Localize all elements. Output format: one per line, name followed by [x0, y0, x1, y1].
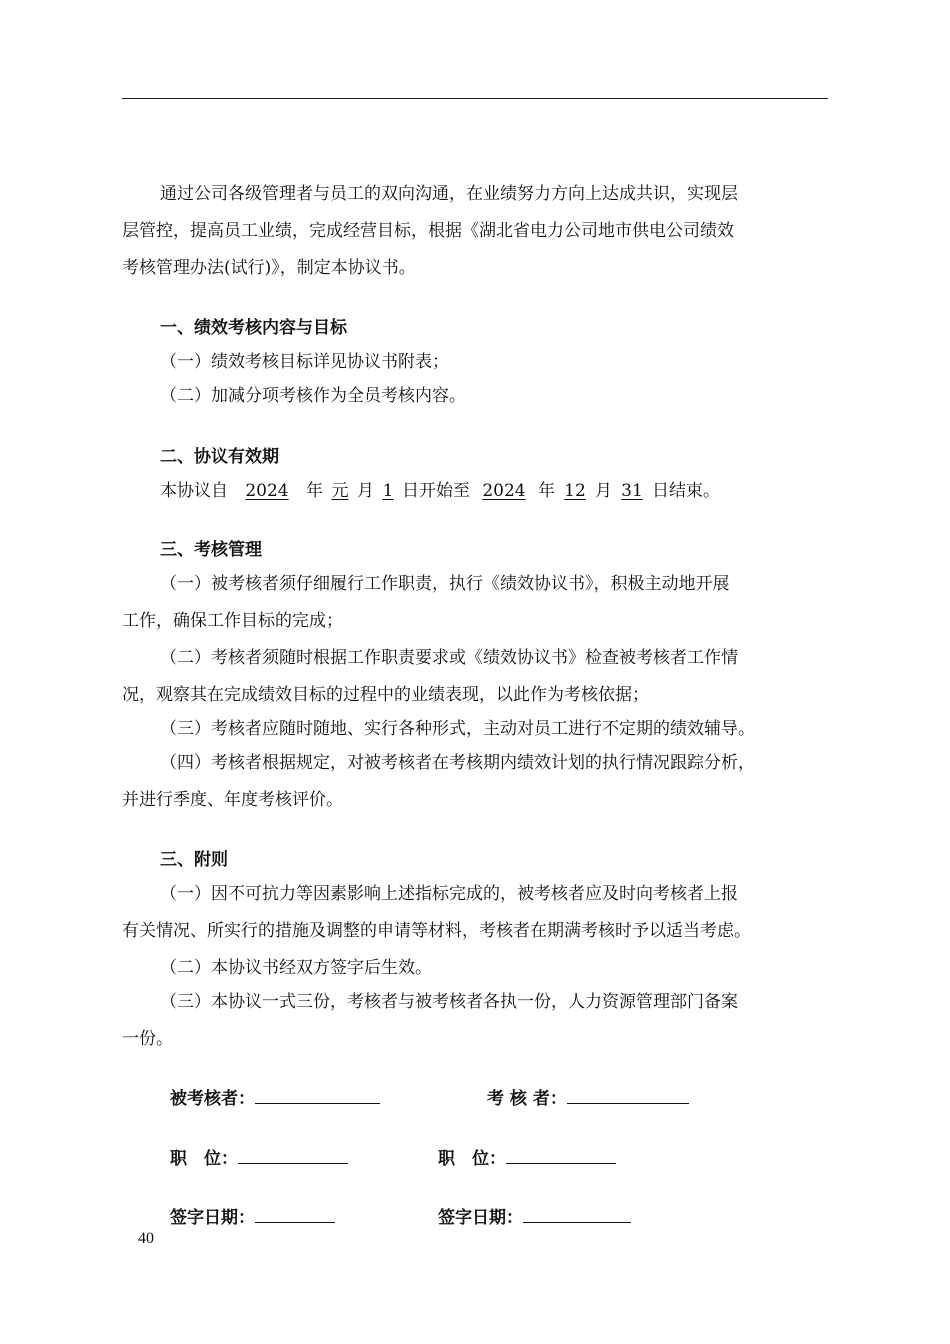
examiner-position: [438, 1147, 616, 1169]
start-month: 元: [331, 481, 349, 501]
examiner-signature: [487, 1087, 689, 1109]
section3-line-7: 并进行季度、年度考核评价。: [122, 790, 343, 810]
examinee-position: [170, 1147, 348, 1169]
date-label-right: 签字日期：: [438, 1208, 523, 1228]
section4-line-3: （二）本协议书经双方签字后生效。: [160, 958, 432, 978]
section4-line-5: 一份。: [122, 1029, 173, 1049]
examinee-position-blank[interactable]: [238, 1147, 348, 1164]
examiner-label: 考 核 者：: [487, 1089, 567, 1109]
section4-line-4: （三）本协议一式三份，考核者与被考核者各执一份，人力资源管理部门备案: [160, 992, 738, 1012]
intro-line-2: 层管控，提高员工业绩，完成经营目标，根据《湖北省电力公司地市供电公司绩效: [122, 221, 734, 241]
section3-line-2: 工作，确保工作目标的完成；: [122, 611, 343, 631]
intro-line-1: 通过公司各级管理者与员工的双向沟通，在业绩努力方向上达成共识，实现层: [160, 184, 738, 204]
section3-line-1: （一）被考核者须仔细履行工作职责，执行《绩效协议书》，积极主动地开展: [160, 574, 730, 594]
end-year: 2024: [482, 481, 526, 501]
section1-item-2: （二）加减分项考核作为全员考核内容。: [160, 386, 466, 406]
section3-line-3: （二）考核者须随时根据工作职责要求或《绩效协议书》检查被考核者工作情: [160, 648, 738, 668]
section1-heading: 一、绩效考核内容与目标: [160, 318, 347, 338]
examinee-signature-blank[interactable]: [255, 1087, 380, 1104]
year-suffix-2: 年: [538, 481, 555, 501]
validity-suffix: 日结束。: [652, 481, 720, 501]
examinee-label: 被考核者：: [170, 1089, 255, 1109]
position-label-right: 职 位：: [438, 1149, 506, 1169]
start-day: 1: [382, 481, 394, 501]
year-suffix-1: 年: [306, 481, 323, 501]
page-number: 40: [138, 1230, 154, 1247]
examinee-date-blank[interactable]: [255, 1206, 335, 1223]
examinee-date: [170, 1206, 335, 1228]
start-year: 2024: [245, 481, 289, 501]
examiner-date: [438, 1206, 631, 1228]
section3-heading: 三、考核管理: [160, 540, 262, 560]
position-label-left: 职 位：: [170, 1149, 238, 1169]
date-label-left: 签字日期：: [170, 1208, 255, 1228]
section4-line-1: （一）因不可抗力等因素影响上述指标完成的，被考核者应及时向考核者上报: [160, 884, 738, 904]
examiner-signature-blank[interactable]: [567, 1087, 689, 1104]
month-suffix-2: 月: [595, 481, 612, 501]
section4-line-2: 有关情况、所实行的措施及调整的申请等材料，考核者在期满考核时予以适当考虑。: [122, 921, 751, 941]
section3-line-5: （三）考核者应随时随地、实行各种形式，主动对员工进行不定期的绩效辅导。: [160, 719, 755, 739]
validity-middle: 日开始至: [402, 481, 470, 501]
validity-prefix: 本协议自: [160, 481, 228, 501]
examiner-date-blank[interactable]: [523, 1206, 631, 1223]
end-month: 12: [564, 481, 586, 501]
header-rule: [122, 98, 828, 99]
examinee-signature: [170, 1087, 380, 1109]
end-day: 31: [621, 481, 643, 501]
section3-line-6: （四）考核者根据规定，对被考核者在考核期内绩效计划的执行情况跟踪分析，: [160, 753, 755, 773]
section4-heading: 三、附则: [160, 850, 228, 870]
validity-period-line: [160, 481, 870, 501]
examiner-position-blank[interactable]: [506, 1147, 616, 1164]
section2-heading: 二、协议有效期: [160, 447, 279, 467]
section3-line-4: 况，观察其在完成绩效目标的过程中的业绩表现，以此作为考核依据；: [122, 685, 649, 705]
section1-item-1: （一）绩效考核目标详见协议书附表；: [160, 352, 449, 372]
intro-line-3: 考核管理办法(试行)》，制定本协议书。: [122, 258, 416, 278]
month-suffix-1: 月: [357, 481, 374, 501]
